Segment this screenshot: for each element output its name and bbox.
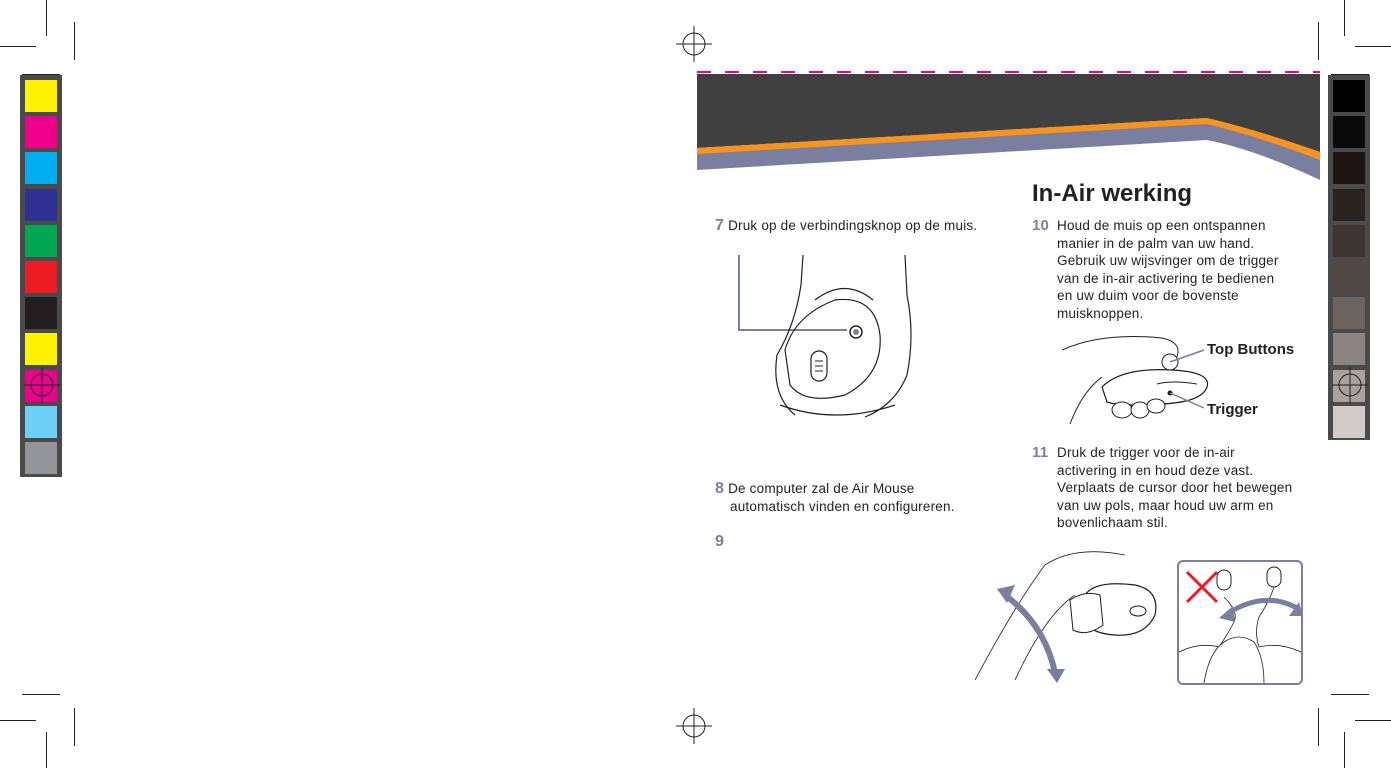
- color-swatch: [25, 261, 57, 293]
- step-text-line: Druk de trigger voor de in-air: [1057, 445, 1235, 460]
- crop-mark: [1344, 732, 1345, 768]
- left-color-bar: [20, 75, 62, 477]
- step-9-number: 9: [715, 533, 724, 550]
- step-number: 7: [715, 217, 725, 234]
- mouse-bottom-illustration: [735, 255, 925, 430]
- color-swatch: [25, 297, 57, 329]
- step-text-line: Gebruik uw wijsvinger om de trigger: [1057, 253, 1279, 269]
- wrist-movement-illustration: [975, 545, 1175, 685]
- color-swatch: [25, 152, 57, 184]
- color-swatch: [25, 80, 57, 112]
- step-text-line: en uw duim voor de bovenste: [1057, 288, 1239, 304]
- crop-mark: [46, 0, 47, 36]
- registration-mark-icon: [1332, 367, 1368, 403]
- crop-mark: [1331, 694, 1369, 695]
- color-swatch: [1333, 261, 1365, 293]
- step-number: 11: [1032, 444, 1049, 461]
- step-text-line: muisknoppen.: [1057, 305, 1144, 321]
- step-8: [715, 480, 955, 515]
- color-swatch: [1333, 189, 1365, 221]
- color-swatch: [1333, 297, 1365, 329]
- color-swatch: [1333, 333, 1365, 365]
- step-text-line: bovenlichaam stil.: [1057, 515, 1168, 531]
- color-swatch: [25, 116, 57, 148]
- color-swatch: [1333, 80, 1365, 112]
- color-swatch: [25, 189, 57, 221]
- crop-mark: [1318, 708, 1319, 746]
- color-swatch: [25, 333, 57, 365]
- step-10: [1032, 217, 1312, 323]
- step-text-line: van uw pols, maar houd uw arm en: [1057, 497, 1274, 513]
- step-number: 10: [1032, 217, 1050, 234]
- curved-arrow-icon: [1005, 595, 1055, 673]
- step-text-line: Verplaats de cursor door het bewegen: [1057, 480, 1293, 496]
- color-swatch: [25, 225, 57, 257]
- crop-mark: [1355, 720, 1391, 721]
- callout-top-buttons: Top Buttons: [1207, 341, 1295, 358]
- hand-grip-illustration: [1062, 332, 1212, 432]
- registration-mark-icon: [676, 708, 712, 744]
- crop-mark: [74, 22, 75, 60]
- step-text-line: van de in-air activering te bedienen: [1057, 270, 1275, 286]
- step-7: [715, 217, 977, 235]
- step-number: 8: [715, 480, 725, 497]
- color-swatch: [1333, 152, 1365, 184]
- color-swatch: [1333, 406, 1365, 438]
- registration-mark-icon: [676, 26, 712, 62]
- page-heading: In-Air werking: [1032, 180, 1193, 207]
- step-text-line: manier in de palm van uw hand.: [1057, 235, 1255, 251]
- step-text-line: Houd de muis op een ontspannen: [1057, 218, 1266, 233]
- color-swatch: [25, 442, 57, 474]
- color-swatch: [1333, 116, 1365, 148]
- crop-mark: [1318, 22, 1319, 60]
- color-swatch: [25, 406, 57, 438]
- crop-mark: [1344, 0, 1345, 36]
- step-text-line: De computer zal de Air Mouse: [728, 481, 915, 496]
- callout-trigger: Trigger: [1207, 401, 1258, 418]
- wrong-posture-illustration: [1179, 562, 1301, 683]
- header-banner: [697, 70, 1320, 180]
- crop-mark: [74, 708, 75, 746]
- crop-mark: [22, 694, 60, 695]
- step-11: [1032, 444, 1312, 532]
- crop-mark: [46, 732, 47, 768]
- step-text: Druk op de verbindingsknop op de muis.: [728, 218, 978, 233]
- step-text-line: activering in en houd deze vast.: [1057, 462, 1254, 478]
- wrong-posture-panel: [1177, 560, 1303, 685]
- crop-mark: [0, 720, 36, 721]
- crop-mark: [0, 46, 36, 47]
- crop-mark: [1355, 46, 1391, 47]
- registration-mark-icon: [24, 367, 60, 403]
- step-text-line: automatisch vinden en configureren.: [730, 498, 955, 514]
- color-swatch: [1333, 225, 1365, 257]
